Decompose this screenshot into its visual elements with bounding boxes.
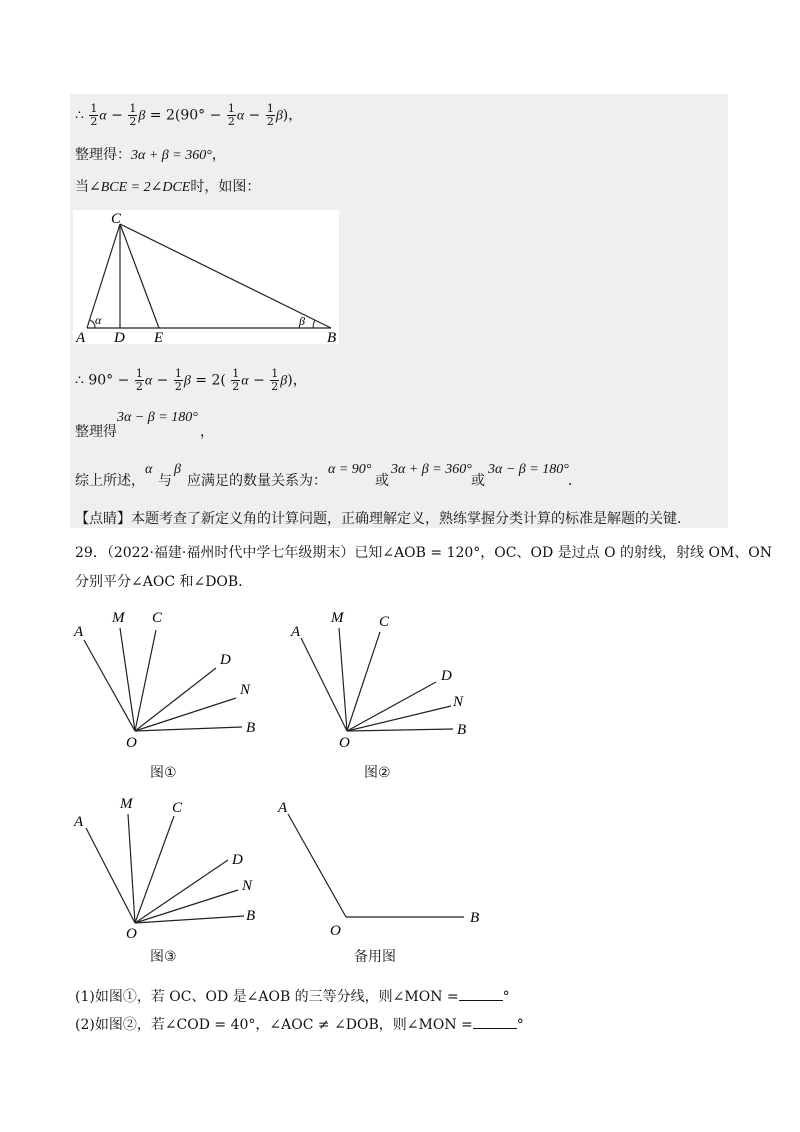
summary-result-1: α = 90° bbox=[328, 462, 372, 477]
ray-label-n: N bbox=[240, 682, 251, 698]
therefore-symbol: ∴ bbox=[75, 372, 84, 389]
ray-label-n: N bbox=[453, 694, 464, 710]
fraction-half: $\frac{1}{2}$ bbox=[129, 102, 137, 128]
ray-figure-1 bbox=[70, 600, 270, 750]
condition-bce: ∠BCE = 2∠DCE bbox=[89, 180, 191, 195]
point-label-c: C bbox=[111, 211, 122, 227]
figure-3-caption: 图③ bbox=[150, 949, 177, 965]
ray-label-a: A bbox=[74, 814, 84, 830]
ray-label-o: O bbox=[126, 735, 137, 750]
fraction-half: $\frac{1}{2}$ bbox=[227, 102, 235, 128]
ray-label-c: C bbox=[379, 614, 390, 630]
equation-180: 3α − β = 180° bbox=[117, 410, 198, 425]
ray-label-d: D bbox=[441, 668, 452, 684]
answer-blank-2[interactable] bbox=[473, 1016, 517, 1029]
point-label-b: B bbox=[327, 330, 337, 344]
ray-label-n: N bbox=[242, 878, 253, 894]
therefore-symbol: ∴ bbox=[75, 107, 84, 124]
fraction-half: $\frac{1}{2}$ bbox=[174, 367, 182, 393]
summary-relation-label: 应满足的数量关系为： bbox=[187, 473, 327, 489]
question-header: 29．（2022·福建·福州时代中学七年级期末）已知∠AOB = 120°，OC、OD 是过点 O 的射线，射线 OM、ON bbox=[75, 545, 773, 561]
summary-beta-symbol: β bbox=[174, 462, 181, 477]
ray-label-m: M bbox=[112, 610, 125, 626]
solution-line-4: ∴ 90° − $\frac{1}{2}$ α − $\frac{1}{2}$ β = 2( $\frac{1}{2}$ α − $\frac{1}{2}$ β)， bbox=[75, 367, 307, 393]
sub-question-2: (2)如图②，若∠COD = 40°，∠AOC ≠ ∠DOB，则∠MON = ° bbox=[75, 1017, 524, 1033]
summary-result-3: 3α − β = 180° bbox=[488, 462, 569, 477]
solution-line-2: 整理得：3α + β = 360°， bbox=[75, 147, 226, 163]
summary-or-1: 或 bbox=[375, 473, 389, 489]
ray-label-o: O bbox=[339, 735, 350, 750]
summary-result-2: 3α + β = 360° bbox=[391, 462, 472, 477]
fraction-half: $\frac{1}{2}$ bbox=[90, 102, 98, 128]
summary-or-2: 或 bbox=[471, 473, 485, 489]
spare-figure bbox=[270, 790, 490, 940]
ray-label-b: B bbox=[246, 720, 256, 736]
fraction-half: $\frac{1}{2}$ bbox=[135, 367, 143, 393]
ray-label-a: A bbox=[291, 624, 301, 640]
solution-line-5: 整理得 bbox=[75, 424, 117, 440]
figure-2-caption: 图② bbox=[364, 765, 391, 781]
ray-label-o: O bbox=[330, 923, 341, 939]
summary-with: 与 bbox=[158, 473, 172, 489]
ray-label-o: O bbox=[126, 926, 137, 940]
fraction-half: $\frac{1}{2}$ bbox=[271, 367, 279, 393]
figure-1-caption: 图① bbox=[150, 765, 177, 781]
ray-label-m: M bbox=[331, 610, 344, 626]
ray-label-b: B bbox=[246, 908, 256, 924]
ray-label-m: M bbox=[120, 796, 133, 812]
summary-end: ． bbox=[568, 473, 582, 489]
fraction-half: $\frac{1}{2}$ bbox=[232, 367, 240, 393]
spare-figure-caption: 备用图 bbox=[354, 949, 396, 965]
triangle-figure bbox=[73, 210, 339, 344]
ray-label-a: A bbox=[74, 624, 84, 640]
solution-line-5-eq bbox=[117, 408, 198, 427]
ray-figure-3 bbox=[70, 790, 270, 940]
ray-label-d: D bbox=[232, 852, 243, 868]
point-label-d: D bbox=[114, 330, 125, 344]
summary-alpha-symbol: α bbox=[145, 462, 153, 477]
fraction-half: $\frac{1}{2}$ bbox=[266, 102, 274, 128]
ray-label-d: D bbox=[220, 652, 231, 668]
solution-line-1: ∴ $\frac{1}{2}$ α − $\frac{1}{2}$ β = 2(90° − $\frac{1}{2}$ α − $\frac{1}{2}$ β)， bbox=[75, 102, 303, 128]
ray-label-a: A bbox=[278, 800, 288, 816]
ray-figure-2 bbox=[285, 600, 485, 750]
angle-label-beta: β bbox=[299, 314, 305, 328]
ray-label-b: B bbox=[470, 910, 480, 926]
question-header-line-2: 分别平分∠AOC 和∠DOB． bbox=[75, 574, 253, 590]
angle-label-alpha: α bbox=[95, 313, 102, 327]
sub-question-1: (1)如图①，若 OC、OD 是∠AOB 的三等分线，则∠MON = ° bbox=[75, 989, 510, 1005]
solution-line-3: 当∠BCE = 2∠DCE时，如图： bbox=[75, 179, 261, 195]
equation-360: 3α + β = 360° bbox=[131, 148, 212, 163]
comment-note: 【点睛】本题考查了新定义角的计算问题，正确理解定义，熟练掌握分类计算的标准是解题的关键. bbox=[75, 511, 682, 527]
ray-label-c: C bbox=[172, 800, 183, 816]
ray-label-b: B bbox=[457, 722, 467, 738]
solution-line-5-tail: ， bbox=[200, 424, 214, 440]
answer-blank-1[interactable] bbox=[459, 988, 503, 1001]
ray-label-c: C bbox=[152, 610, 163, 626]
summary-line: 综上所述， bbox=[75, 473, 145, 489]
point-label-a: A bbox=[76, 330, 86, 344]
point-label-e: E bbox=[154, 330, 164, 344]
